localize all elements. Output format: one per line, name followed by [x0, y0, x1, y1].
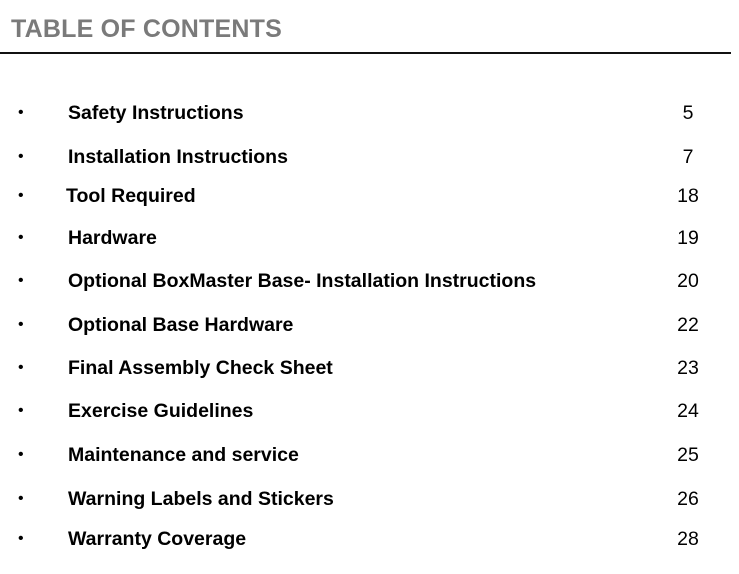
- page-title: TABLE OF CONTENTS: [11, 15, 282, 43]
- toc-entry-page: 20: [677, 270, 699, 292]
- toc-entry-page: 18: [677, 185, 699, 207]
- toc-entry[interactable]: [0, 443, 739, 467]
- toc-entry[interactable]: [0, 487, 739, 511]
- toc-entry[interactable]: [0, 101, 739, 125]
- toc-entry-label[interactable]: Safety Instructions: [68, 102, 244, 124]
- bullet-icon: •: [18, 490, 24, 507]
- toc-entry[interactable]: [0, 356, 739, 380]
- toc-entry[interactable]: [0, 269, 739, 293]
- toc-entry[interactable]: [0, 145, 739, 169]
- toc-entry-label[interactable]: Warning Labels and Stickers: [68, 488, 334, 510]
- toc-entry-label[interactable]: Tool Required: [66, 185, 196, 207]
- toc-entry-page: 24: [677, 400, 699, 422]
- bullet-icon: •: [18, 359, 24, 376]
- bullet-icon: •: [18, 316, 24, 333]
- toc-entry-page: 26: [677, 488, 699, 510]
- bullet-icon: •: [18, 530, 24, 547]
- toc-entry-page: 23: [677, 357, 699, 379]
- toc-entry[interactable]: [0, 313, 739, 337]
- toc-entry-label[interactable]: Optional Base Hardware: [68, 314, 294, 336]
- bullet-icon: •: [18, 402, 24, 419]
- bullet-icon: •: [18, 104, 24, 121]
- toc-entry-page: 5: [682, 102, 694, 124]
- toc-entry[interactable]: [0, 226, 739, 250]
- toc-entry[interactable]: [0, 527, 739, 551]
- toc-entry-label[interactable]: Exercise Guidelines: [68, 400, 254, 422]
- title-divider: [0, 52, 731, 54]
- toc-entry-label[interactable]: Installation Instructions: [68, 146, 288, 168]
- toc-entry-page: 7: [682, 146, 694, 168]
- toc-entry[interactable]: [0, 184, 739, 208]
- toc-entry[interactable]: [0, 399, 739, 423]
- toc-entry-page: 22: [677, 314, 699, 336]
- toc-entry-label[interactable]: Maintenance and service: [68, 444, 299, 466]
- bullet-icon: •: [18, 272, 24, 289]
- toc-entry-label[interactable]: Optional BoxMaster Base- Installation Instructions: [68, 270, 537, 292]
- bullet-icon: •: [18, 187, 24, 204]
- toc-entry-page: 19: [677, 227, 699, 249]
- toc-entry-label[interactable]: Hardware: [68, 227, 157, 249]
- bullet-icon: •: [18, 148, 24, 165]
- bullet-icon: •: [18, 446, 24, 463]
- toc-entry-label[interactable]: Final Assembly Check Sheet: [68, 357, 333, 379]
- toc-entry-page: 25: [677, 444, 699, 466]
- toc-entry-page: 28: [677, 528, 699, 550]
- toc-entry-label[interactable]: Warranty Coverage: [68, 528, 247, 550]
- bullet-icon: •: [18, 229, 24, 246]
